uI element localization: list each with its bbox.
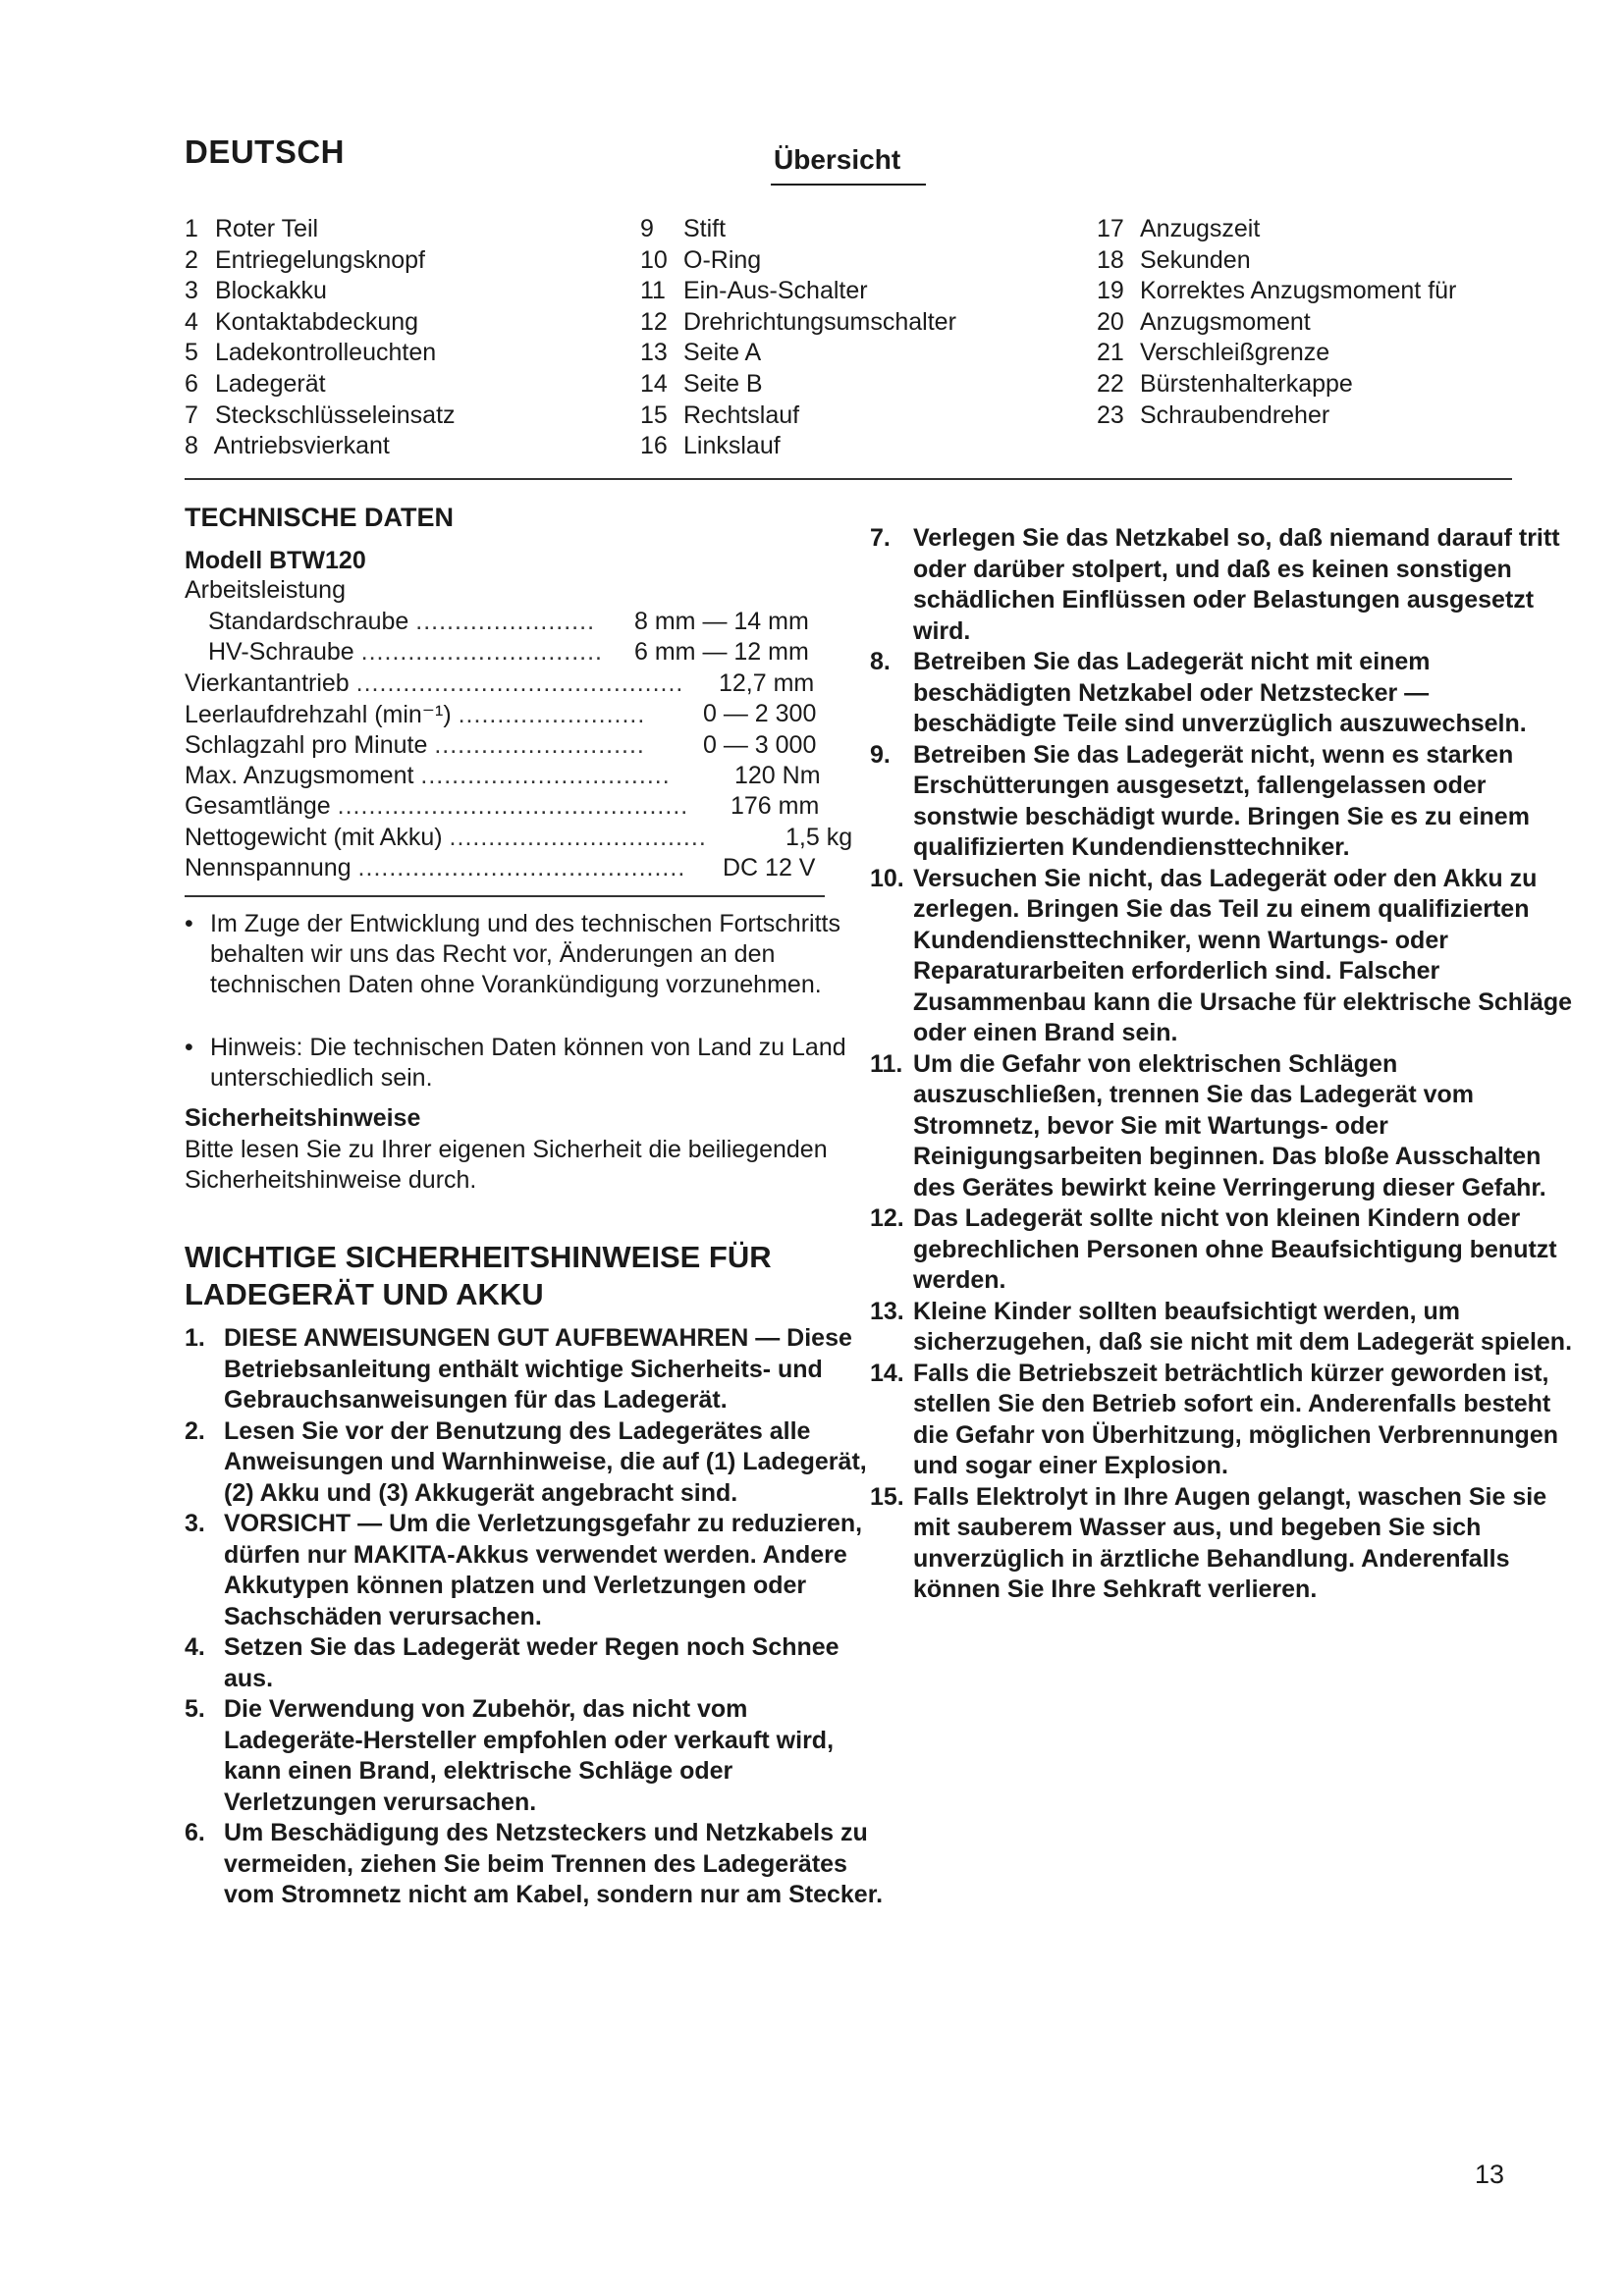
legend-item: 20 Anzugsmoment	[1097, 307, 1311, 336]
language-heading: DEUTSCH	[185, 133, 346, 170]
list-item: 15. Falls Elektrolyt in Ihre Augen gelangt, waschen Sie sie mit sauberem Wasser aus, und begeben Sie sich unverzüglich in ärztliche Behandlung. Anderenfalls können Sie Ihre Sehkraft verlieren.	[870, 1482, 1547, 1603]
list-item: 8. Betreiben Sie das Ladegerät nicht mit einem beschädigten Netzkabel oder Netzstecker — beschädigte Teile sind unverzüglich auszuwechseln.	[870, 648, 1527, 737]
legend-item: 17 Anzugszeit	[1097, 215, 1261, 242]
list-item: 4. Setzen Sie das Ladegerät weder Regen noch Schnee aus.	[185, 1633, 839, 1692]
model-label: Modell BTW120	[185, 547, 366, 574]
legend-item: 3 Blockakku	[185, 277, 327, 305]
overview-underline	[771, 184, 926, 186]
spec-row: HV-Schraube ............................... 6 mm — 12 mm	[208, 638, 809, 666]
legend-item: 6 Ladegerät	[185, 369, 326, 398]
legend-item: 19 Korrektes Anzugsmoment für	[1097, 277, 1457, 305]
spec-row: Schlagzahl pro Minute ........................... 0 — 3 000	[185, 731, 817, 759]
legend-item: 10 O-Ring	[640, 245, 762, 274]
legend-item: 1 Roter Teil	[185, 215, 319, 242]
list-item: 5. Die Verwendung von Zubehör, das nicht vom Ladegeräte-Hersteller empfohlen oder verkauft wird, kann einen Brand, elektrische Schläge oder Verletzungen verursachen.	[185, 1695, 835, 1816]
page-number: 13	[1475, 2160, 1505, 2189]
legend-item: 18 Sekunden	[1097, 245, 1251, 274]
spec-row: Nettogewicht (mit Akku) ................................. 1,5 kg	[185, 824, 853, 851]
spec-row: Standardschraube ....................... 8 mm — 14 mm	[208, 608, 809, 635]
legend-item: 15 Rechtslauf	[640, 400, 800, 429]
legend-item: 16 Linkslauf	[640, 432, 781, 460]
safety-list-left	[185, 1323, 884, 1911]
legend-item: 13 Seite A	[640, 339, 762, 367]
legend-item: 7 Steckschlüsseleinsatz	[185, 400, 456, 429]
spec-row: Max. Anzugsmoment ................................ 120 Nm	[185, 762, 821, 789]
legend-item: 14 Seite B	[640, 369, 763, 398]
list-item: 1. DIESE ANWEISUNGEN GUT AUFBEWAHREN — Diese Betriebsanleitung enthält wichtige Sicherheits- und Gebrauchsanweisungen für das Ladegerät.	[185, 1324, 852, 1414]
legend-item: 11 Ein-Aus-Schalter	[640, 277, 868, 305]
specs-title: TECHNISCHE DATEN	[185, 503, 455, 532]
list-item: 9. Betreiben Sie das Ladegerät nicht, wenn es starken Erschütterungen ausgesetzt, fallengelassen oder sonstwie beschädigt wurde. Bringen Sie es zu einem qualifizierten Kundendiensttechniker.	[870, 740, 1530, 861]
spec-note: • Im Zuge der Entwicklung und des technischen Fortschritts behalten wir uns das Recht vor, Änderungen an den technischen Daten ohne Vorankündigung vorzunehmen.	[185, 910, 840, 998]
list-item: 3. VORSICHT — Um die Verletzungsgefahr zu reduzieren, dürfen nur MAKITA-Akkus verwendet werden. Andere Akkutypen können platzen und Verletzungen oder Sachschäden verursachen.	[185, 1510, 863, 1630]
section-divider	[185, 478, 1512, 480]
spec-note: • Hinweis: Die technischen Daten können von Land zu Land unterschiedlich sein.	[185, 1034, 846, 1092]
overview-title: Übersicht	[774, 144, 901, 175]
spec-row: Gesamtlänge ............................................. 176 mm	[185, 792, 820, 820]
legend-item: 23 Schraubendreher	[1097, 400, 1330, 429]
capacity-label: Arbeitsleistung	[185, 576, 346, 604]
spec-row: Nennspannung .......................................... DC 12 V	[185, 854, 816, 881]
legend-item: 9 Stift	[640, 215, 727, 242]
important-safety-heading: WICHTIGE SICHERHEITSHINWEISE FÜR LADEGERÄT UND AKKU	[185, 1240, 772, 1311]
list-item: 13. Kleine Kinder sollten beaufsichtigt werden, um sicherzugehen, daß sie nicht mit dem Ladegerät spielen.	[870, 1297, 1573, 1356]
list-item: 11. Um die Gefahr von elektrischen Schlägen auszuschließen, trennen Sie das Ladegerät vom Stromnetz, bevor Sie mit Wartungs- oder Reinigungsarbeiten beginnen. Das bloße Ausschalten des Gerätes bewirkt keine Verringerung dieser Gefahr.	[870, 1049, 1546, 1201]
legend-item: 8 Antriebsvierkant	[185, 432, 390, 460]
legend-column-2	[640, 214, 956, 462]
legend-column-1	[185, 214, 456, 462]
list-item: 12. Das Ladegerät sollte nicht von kleinen Kindern oder gebrechlichen Personen ohne Beaufsichtigung benutzt werden.	[870, 1204, 1557, 1294]
legend-item: 2 Entriegelungsknopf	[185, 245, 425, 274]
legend-item: 12 Drehrichtungsumschalter	[640, 307, 956, 336]
specs-divider	[185, 895, 825, 897]
safety-title: Sicherheitshinweise	[185, 1104, 421, 1132]
list-item: 10. Versuchen Sie nicht, das Ladegerät oder den Akku zu zerlegen. Bringen Sie das Teil zu einem qualifizierten Kundendiensttechniker, wenn Wartungs- oder Reparaturarbeiten erforderlich sind. Falscher Zusammenbau kann die Ursache für elektrische Schläge oder einen Brand sein.	[870, 864, 1573, 1046]
legend-column-3	[1097, 214, 1456, 431]
list-item: 2. Lesen Sie vor der Benutzung des Ladegerätes alle Anweisungen und Warnhinweise, die auf (1) Ladegerät, (2) Akku und (3) Akkugerät angebracht sind.	[185, 1416, 867, 1507]
legend-item: 5 Ladekontrolleuchten	[185, 339, 437, 367]
list-item: 6. Um Beschädigung des Netzsteckers und Netzkabels zu vermeiden, ziehen Sie beim Trennen des Ladegerätes vom Stromnetz nicht am Kabel, sondern nur am Stecker.	[185, 1819, 884, 1908]
list-item: 7. Verlegen Sie das Netzkabel so, daß niemand darauf tritt oder darüber stolpert, und daß es keinen sonstigen schädlichen Einflüssen oder Belastungen ausgesetzt wird.	[870, 524, 1560, 645]
safety-list-right	[870, 523, 1573, 1606]
spec-row: Leerlaufdrehzahl (min⁻¹) ........................ 0 — 2 300	[185, 700, 817, 728]
safety-text: Bitte lesen Sie zu Ihrer eigenen Sicherheit die beiliegenden Sicherheitshinweise durch.	[185, 1136, 828, 1194]
spec-row: Vierkantantrieb .......................................... 12,7 mm	[185, 669, 815, 697]
legend-item: 22 Bürstenhalterkappe	[1097, 369, 1353, 398]
list-item: 14. Falls die Betriebszeit beträchtlich kürzer geworden ist, stellen Sie den Betrieb sofort ein. Anderenfalls besteht die Gefahr von Überhitzung, möglichen Verbrennungen und sogar einer Explosion.	[870, 1359, 1559, 1479]
legend-item: 21 Verschleißgrenze	[1097, 339, 1330, 367]
legend-item: 4 Kontaktabdeckung	[185, 307, 419, 336]
